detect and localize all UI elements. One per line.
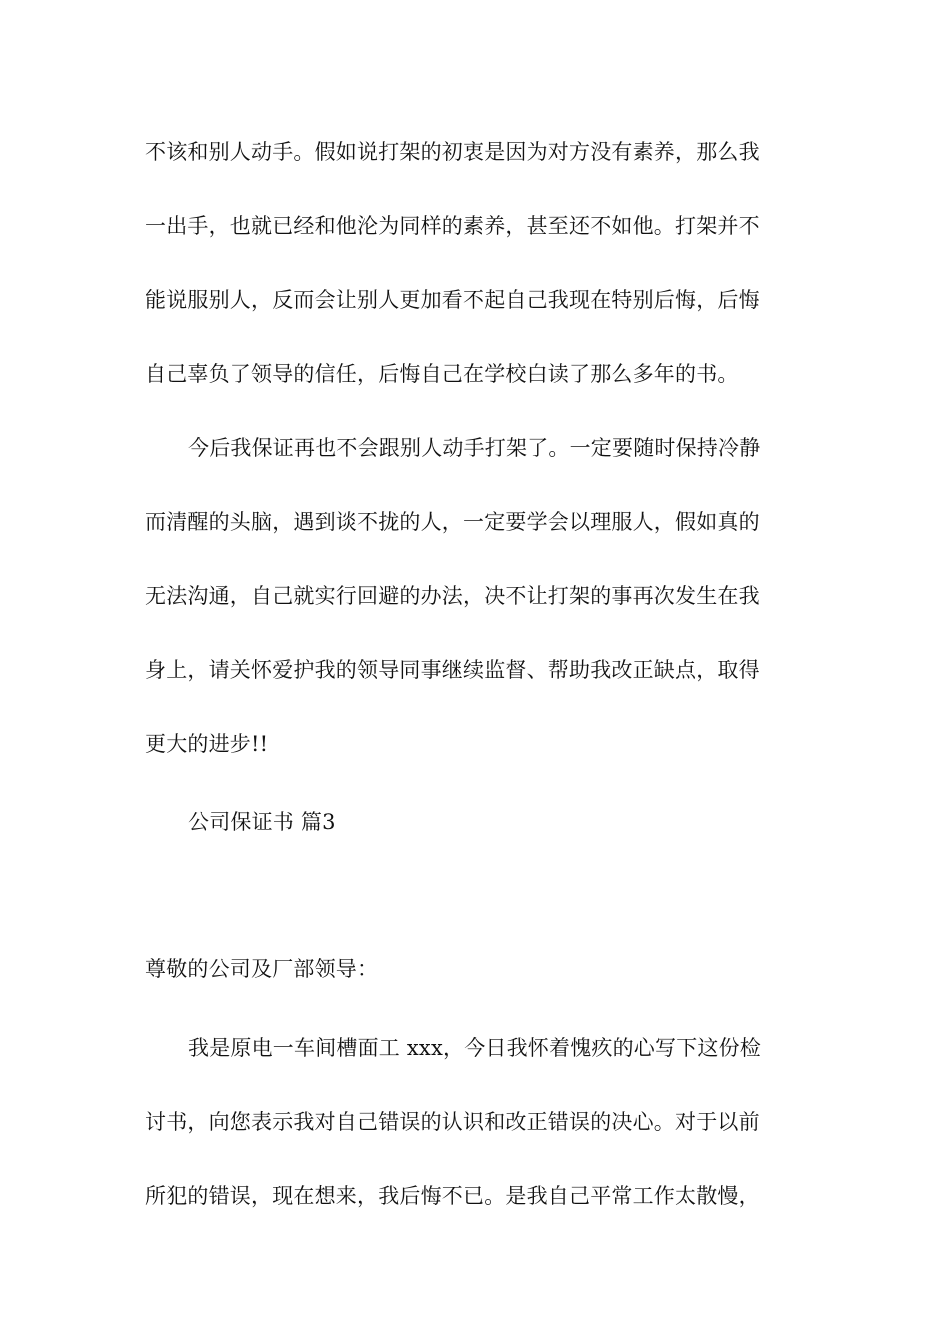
- paragraph-line: 今后我保证再也不会跟别人动手打架了。一定要随时保持冷静: [188, 436, 761, 460]
- paragraph-line: 而清醒的头脑，遇到谈不拢的人，一定要学会以理服人，假如真的: [145, 510, 760, 534]
- paragraph-line: 所犯的错误，现在想来，我后悔不已。是我自己平常工作太散慢，: [145, 1184, 760, 1208]
- section-heading: 公司保证书 篇3: [188, 810, 336, 834]
- paragraph-line: 自己辜负了领导的信任，后悔自己在学校白读了那么多年的书。: [145, 362, 739, 386]
- paragraph-line: 更大的进步!!: [145, 732, 269, 756]
- paragraph-line: 不该和别人动手。假如说打架的初衷是因为对方没有素养，那么我: [145, 140, 760, 164]
- paragraph-line: 我是原电一车间槽面工 xxx，今日我怀着愧疚的心写下这份检: [188, 1036, 762, 1060]
- paragraph-line: 一出手，也就已经和他沦为同样的素养，甚至还不如他。打架并不: [145, 214, 760, 238]
- salutation: 尊敬的公司及厂部领导：: [145, 957, 379, 981]
- paragraph-line: 身上，请关怀爱护我的领导同事继续监督、帮助我改正缺点，取得: [145, 658, 760, 682]
- paragraph-line: 讨书，向您表示我对自己错误的认识和改正错误的决心。对于以前: [145, 1110, 760, 1134]
- paragraph-line: 无法沟通，自己就实行回避的办法，决不让打架的事再次发生在我: [145, 584, 760, 608]
- paragraph-line: 能说服别人，反而会让别人更加看不起自己我现在特别后悔，后悔: [145, 288, 760, 312]
